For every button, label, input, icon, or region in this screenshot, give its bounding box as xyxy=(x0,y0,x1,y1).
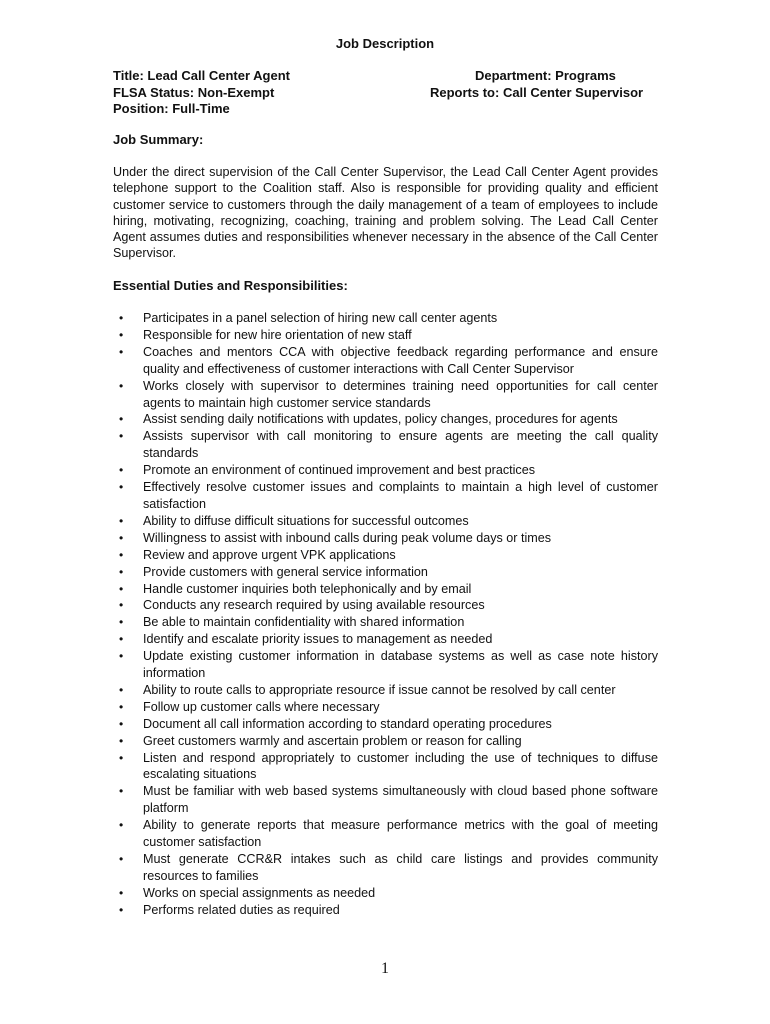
duty-list-item xyxy=(113,750,658,784)
duty-text: Participates in a panel selection of hiring new call center agents xyxy=(143,311,498,325)
duty-list-item xyxy=(113,547,658,564)
duty-list-item xyxy=(113,682,658,699)
bullet-icon: • xyxy=(119,598,124,613)
duty-list-item xyxy=(113,851,658,885)
duty-text: Greet customers warmly and ascertain problem or reason for calling xyxy=(143,733,522,748)
page-number: 1 xyxy=(381,960,389,977)
duty-text: Must be familiar with web based systems simultaneously with cloud based phone software platform xyxy=(143,784,658,816)
duty-text: Assist sending daily notifications with updates, policy changes, procedures for agents xyxy=(143,412,618,427)
duty-text: Listen and respond appropriately to customer including the use of techniques to diffuse escalating situations xyxy=(143,750,658,782)
duty-list-item xyxy=(113,564,658,581)
summary-heading: Job Summary: xyxy=(113,132,204,147)
duty-text: Conducts any research required by using available resources xyxy=(143,598,485,613)
bullet-icon: • xyxy=(119,615,124,630)
duty-text: Effectively resolve customer issues and complaints to maintain a high level of customer satisfaction xyxy=(143,480,658,511)
duty-text: Responsible for new hire orientation of new staff xyxy=(143,327,412,342)
bullet-icon: • xyxy=(119,311,124,325)
duty-text: Works closely with supervisor to determines training need opportunities for call center agents to maintain high customer service standards xyxy=(143,378,658,410)
bullet-icon: • xyxy=(119,902,124,917)
duty-list-item xyxy=(113,614,658,631)
duty-text: Performs related duties as required xyxy=(143,902,340,917)
duty-list-item xyxy=(113,462,658,479)
duty-list-item xyxy=(113,411,658,428)
duty-text: Works on special assignments as needed xyxy=(143,885,376,900)
department-line: Department: Programs xyxy=(475,68,616,83)
duty-text: Coaches and mentors CCA with objective feedback regarding performance and ensure quality and effectiveness of customer interactions with Call Center Supervisor xyxy=(143,344,658,376)
duty-text: Ability to generate reports that measure performance metrics with the goal of meeting customer satisfaction xyxy=(143,818,658,850)
duty-list-item xyxy=(113,885,658,902)
bullet-icon: • xyxy=(119,885,124,900)
flsa-status-line: FLSA Status: Non-Exempt xyxy=(113,84,275,100)
bullet-icon: • xyxy=(119,564,124,579)
duty-text: Review and approve urgent VPK applications xyxy=(143,547,396,562)
duties-heading: Essential Duties and Responsibilities: xyxy=(113,278,348,293)
duty-text: Promote an environment of continued improvement and best practices xyxy=(143,463,536,478)
duty-text: Update existing customer information in database systems as well as case note history information xyxy=(143,649,658,681)
duty-text: Ability to route calls to appropriate resource if issue cannot be resolved by call center xyxy=(143,682,616,697)
duty-text: Must generate CCR&R intakes such as child care listings and provides community resources to families xyxy=(143,852,658,883)
duty-list-item xyxy=(113,479,658,513)
bullet-icon: • xyxy=(119,682,124,697)
bullet-icon: • xyxy=(119,784,124,799)
bullet-icon: • xyxy=(119,429,124,444)
duty-text: Assists supervisor with call monitoring to ensure agents are meeting the call quality standards xyxy=(143,429,658,461)
duty-text: Ability to diffuse difficult situations for successful outcomes xyxy=(143,513,469,528)
duty-text: Follow up customer calls where necessary xyxy=(143,699,380,714)
duty-list-item xyxy=(113,428,658,462)
bullet-icon: • xyxy=(119,716,124,731)
bullet-icon: • xyxy=(119,463,124,478)
duty-list-item xyxy=(113,631,658,648)
duty-list-item xyxy=(113,733,658,750)
summary-paragraph: Under the direct supervision of the Call Center Supervisor, the Lead Call Center Agent provides telephone support to the Coalition staff. Also is responsible for providing quality and efficient customer service to customers through the daily management of a team of employees to include hiring, motivating, recognizing, coaching, training and problem solving. The Lead Call Center Agent assumes duties and responsibilities whenever necessary in the absence of the Call Center Supervisor. xyxy=(113,165,658,261)
duty-list-item xyxy=(113,783,658,817)
duty-list-item xyxy=(113,530,658,547)
bullet-icon: • xyxy=(119,344,124,359)
duty-text: Handle customer inquiries both telephonically and by email xyxy=(143,581,472,596)
duty-list-item xyxy=(113,902,658,919)
duty-list-item xyxy=(113,716,658,733)
bullet-icon: • xyxy=(119,378,124,393)
bullet-icon: • xyxy=(119,750,124,765)
bullet-icon: • xyxy=(119,818,124,833)
bullet-icon: • xyxy=(119,530,124,545)
reports-to-line: Reports to: Call Center Supervisor xyxy=(430,84,644,100)
duty-list-item xyxy=(113,513,658,530)
bullet-icon: • xyxy=(119,581,124,596)
document-title: Job Description xyxy=(335,36,435,51)
position-line: Position: Full-Time xyxy=(113,101,230,116)
bullet-icon: • xyxy=(119,632,124,647)
duty-list-item xyxy=(113,310,658,327)
bullet-icon: • xyxy=(119,649,124,664)
bullet-icon: • xyxy=(119,327,124,342)
bullet-icon: • xyxy=(119,412,124,427)
duty-list-item xyxy=(113,597,658,614)
duty-list-item xyxy=(113,648,658,682)
duty-text: Be able to maintain confidentiality with shared information xyxy=(143,615,465,630)
bullet-icon: • xyxy=(119,733,124,748)
duty-text: Document all call information according to standard operating procedures xyxy=(143,716,552,731)
bullet-icon: • xyxy=(119,513,124,528)
duty-list-item xyxy=(113,581,658,598)
bullet-icon: • xyxy=(119,547,124,562)
job-title-line: Title: Lead Call Center Agent xyxy=(113,68,290,83)
duty-text: Identify and escalate priority issues to management as needed xyxy=(143,632,493,647)
duty-list-item xyxy=(113,378,658,412)
bullet-icon: • xyxy=(119,480,124,495)
bullet-icon: • xyxy=(119,852,124,866)
duty-list-item xyxy=(113,327,658,344)
bullet-icon: • xyxy=(119,699,124,714)
duty-text: Provide customers with general service information xyxy=(143,564,428,579)
duty-list-item xyxy=(113,344,658,378)
duty-list-item xyxy=(113,817,658,851)
duties-list xyxy=(113,310,658,919)
header-left-block xyxy=(113,68,290,118)
duty-list-item xyxy=(113,699,658,716)
duty-text: Willingness to assist with inbound calls during peak volume days or times xyxy=(143,530,552,545)
